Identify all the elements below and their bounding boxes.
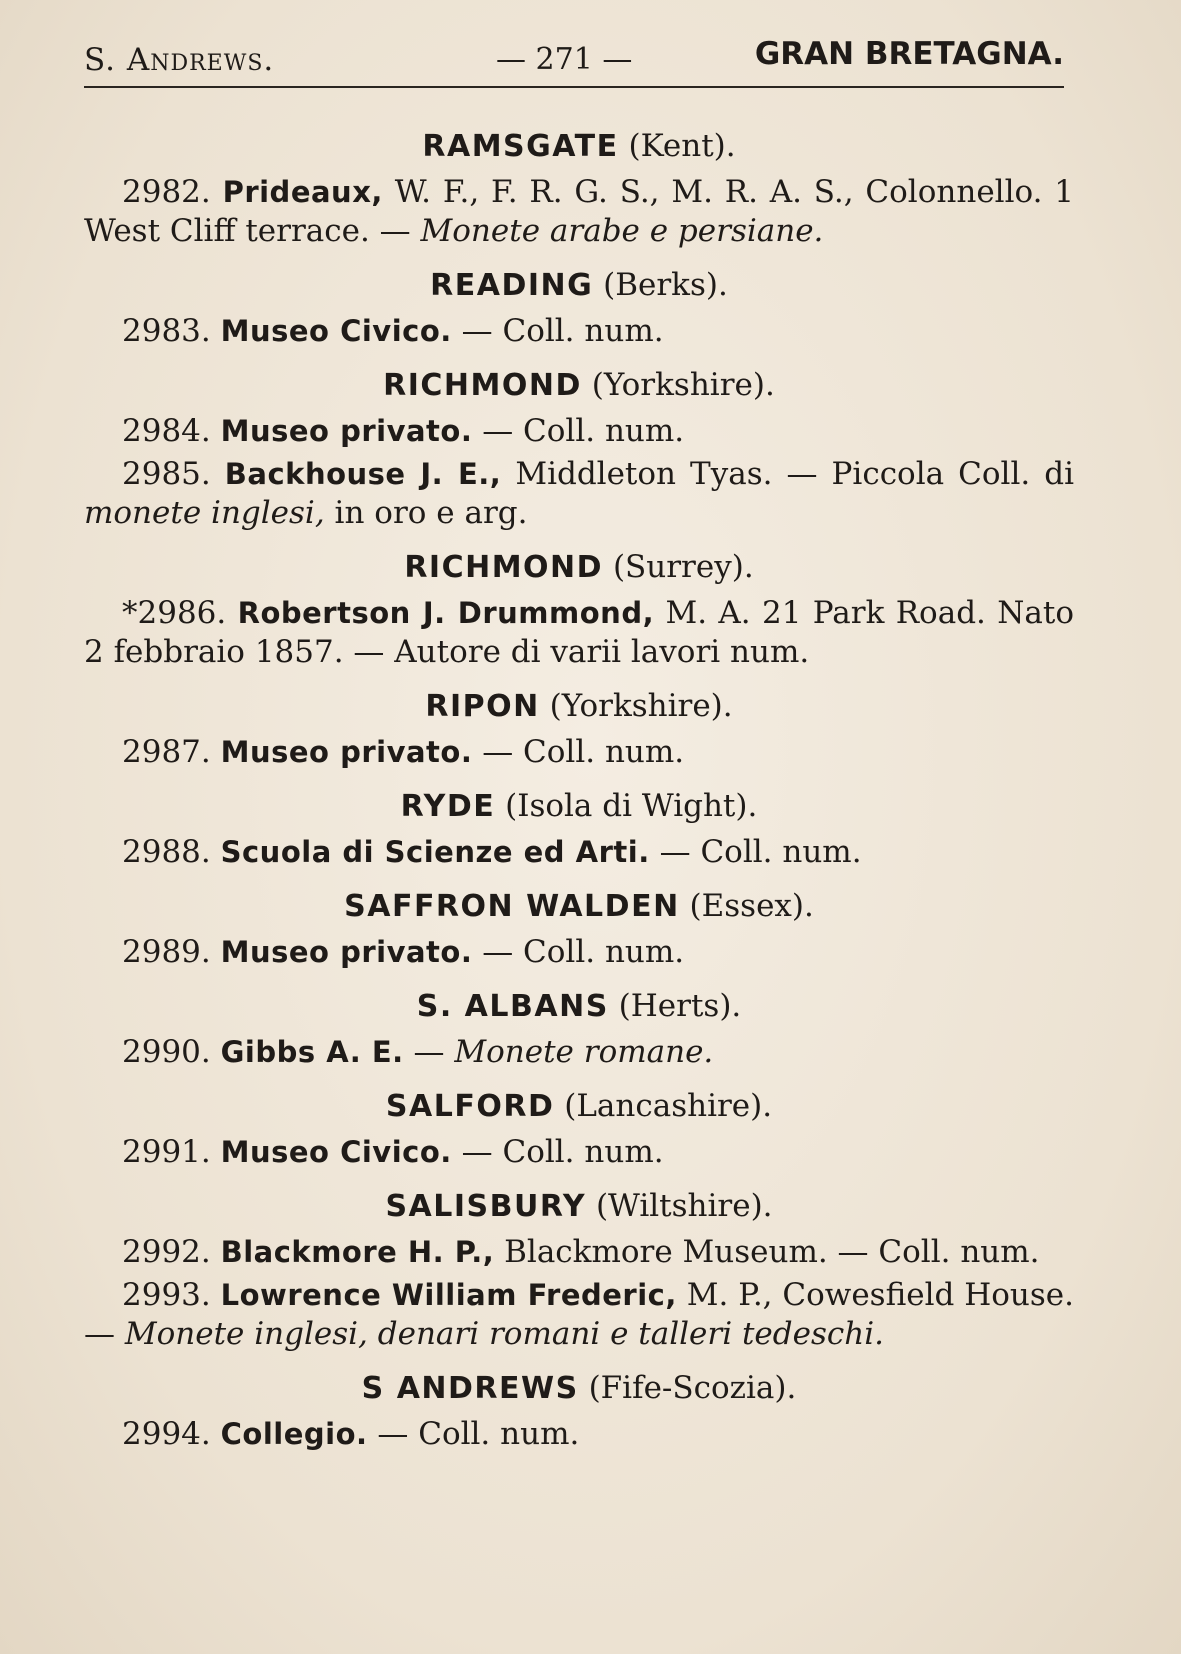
- entry-text: — Coll. num.: [472, 413, 685, 449]
- entry-gap: [211, 174, 223, 210]
- entry-gap: [211, 1234, 221, 1270]
- entry-text: Blackmore Museum. — Coll. num.: [494, 1234, 1040, 1270]
- collection-entry: [84, 1276, 1074, 1354]
- entry-number: 2991.: [122, 1134, 211, 1170]
- entry-text: —: [403, 1034, 455, 1070]
- entry-tail: in oro e arg.: [324, 495, 528, 531]
- collection-entry: [84, 1415, 1074, 1454]
- entry-number: *2986.: [122, 595, 227, 631]
- city-heading: [84, 365, 1074, 406]
- entry-italic: Monete romane.: [454, 1034, 714, 1070]
- city-region: (Isola di Wight).: [505, 788, 758, 824]
- entry-number: 2988.: [122, 834, 211, 870]
- city-name: RIPON: [425, 689, 540, 724]
- entry-name: Lowrence William Frederic,: [220, 1278, 677, 1312]
- entry-name: Museo Civico.: [220, 314, 452, 348]
- city-heading: [84, 986, 1074, 1027]
- entry-text: — Coll. num.: [472, 934, 685, 970]
- collection-entry: [84, 833, 1074, 872]
- city-heading: [84, 1186, 1074, 1227]
- city-heading: [84, 1368, 1074, 1409]
- entry-gap: [211, 734, 221, 770]
- collection-entry: [84, 1133, 1074, 1172]
- running-header: [84, 36, 1064, 88]
- city-region: (Herts).: [618, 988, 742, 1024]
- entry-name: Gibbs A. E.: [220, 1035, 404, 1069]
- entry-gap: [211, 1034, 221, 1070]
- entry-text: M. P., Cowesfield House. —: [84, 1277, 1075, 1352]
- entry-gap: [211, 1134, 221, 1170]
- city-region: (Kent).: [628, 128, 736, 164]
- entry-gap: [211, 1416, 221, 1452]
- city-name: S. ALBANS: [416, 989, 609, 1024]
- entry-italic: Monete inglesi, denari romani e talleri tedeschi.: [124, 1316, 884, 1352]
- city-region: (Yorkshire).: [591, 367, 775, 403]
- entry-name: Museo Civico.: [220, 1135, 452, 1169]
- entry-italic: Monete arabe e persiane.: [420, 213, 824, 249]
- entry-number: 2993.: [122, 1277, 211, 1313]
- entry-name: Museo privato.: [220, 414, 473, 448]
- entry-text: — Coll. num.: [367, 1416, 580, 1452]
- entry-number: 2984.: [122, 413, 211, 449]
- entry-number: 2983.: [122, 313, 211, 349]
- city-region: (Lancashire).: [564, 1088, 773, 1124]
- entry-gap: [226, 595, 237, 631]
- entry-gap: [211, 313, 221, 349]
- city-heading: [84, 686, 1074, 727]
- entry-name: Museo privato.: [220, 935, 473, 969]
- city-heading: [84, 265, 1074, 306]
- page-body: [84, 112, 1074, 1458]
- entry-text: — Coll. num.: [472, 734, 685, 770]
- entry-gap: [211, 934, 221, 970]
- entry-number: 2990.: [122, 1034, 211, 1070]
- collection-entry: [84, 455, 1074, 533]
- city-heading: [84, 126, 1074, 167]
- entry-text: — Coll. num.: [451, 313, 664, 349]
- collection-entry: [84, 1033, 1074, 1072]
- collection-entry: [84, 1233, 1074, 1272]
- city-name: RICHMOND: [383, 368, 582, 403]
- city-name: RAMSGATE: [422, 129, 619, 164]
- city-region: (Fife-Scozia).: [588, 1370, 797, 1406]
- city-name: SAFFRON WALDEN: [344, 889, 680, 924]
- city-heading: [84, 786, 1074, 827]
- city-region: (Wiltshire).: [595, 1188, 773, 1224]
- page-number: — 271 —: [496, 42, 633, 77]
- city-name: RICHMOND: [404, 550, 604, 585]
- collection-entry: [84, 933, 1074, 972]
- entry-name: Collegio.: [220, 1417, 368, 1451]
- city-heading: [84, 547, 1074, 588]
- header-left: S. Andrews.: [84, 42, 275, 78]
- entry-number: 2985.: [122, 456, 211, 492]
- entry-name: Scuola di Scienze ed Arti.: [220, 835, 650, 869]
- entry-text: Middleton Tyas. — Piccola Coll. di: [501, 456, 1075, 492]
- city-name: READING: [430, 268, 594, 303]
- city-name: RYDE: [400, 789, 496, 824]
- entry-gap: [211, 1277, 221, 1313]
- entry-text: — Coll. num.: [649, 834, 862, 870]
- collection-entry: [84, 594, 1074, 672]
- header-right: GRAN BRETAGNA.: [754, 36, 1064, 72]
- collection-entry: [84, 412, 1074, 451]
- entry-number: 2982.: [122, 174, 211, 210]
- entry-name: Robertson J. Drummond,: [237, 596, 655, 630]
- city-name: SALFORD: [385, 1089, 555, 1124]
- entry-name: Prideaux,: [222, 175, 383, 209]
- entry-italic: monete inglesi,: [84, 495, 325, 531]
- entry-gap: [211, 413, 221, 449]
- city-region: (Yorkshire).: [549, 688, 733, 724]
- city-region: (Surrey).: [612, 549, 754, 585]
- entry-name: Backhouse J. E.,: [224, 457, 502, 491]
- entry-number: 2994.: [122, 1416, 211, 1452]
- entry-text: M. A. 21 Park Road. Nato 2 febbraio 1857. — Autore di varii lavori num.: [84, 595, 1074, 670]
- entry-number: 2992.: [122, 1234, 211, 1270]
- entry-number: 2989.: [122, 934, 211, 970]
- entry-name: Blackmore H. P.,: [220, 1235, 495, 1269]
- entry-text: W. F., F. R. G. S., M. R. A. S., Colonnello. 1 West Cliff terrace. —: [84, 174, 1074, 249]
- city-region: (Berks).: [603, 267, 728, 303]
- collection-entry: [84, 312, 1074, 351]
- collection-entry: [84, 173, 1074, 251]
- city-heading: [84, 1086, 1074, 1127]
- city-heading: [84, 886, 1074, 927]
- entry-number: 2987.: [122, 734, 211, 770]
- entry-name: Museo privato.: [220, 735, 473, 769]
- city-name: S ANDREWS: [361, 1371, 579, 1406]
- entry-gap: [211, 456, 225, 492]
- city-region: (Essex).: [689, 888, 814, 924]
- city-name: SALISBURY: [385, 1189, 587, 1224]
- entry-text: — Coll. num.: [451, 1134, 664, 1170]
- entry-gap: [211, 834, 221, 870]
- collection-entry: [84, 733, 1074, 772]
